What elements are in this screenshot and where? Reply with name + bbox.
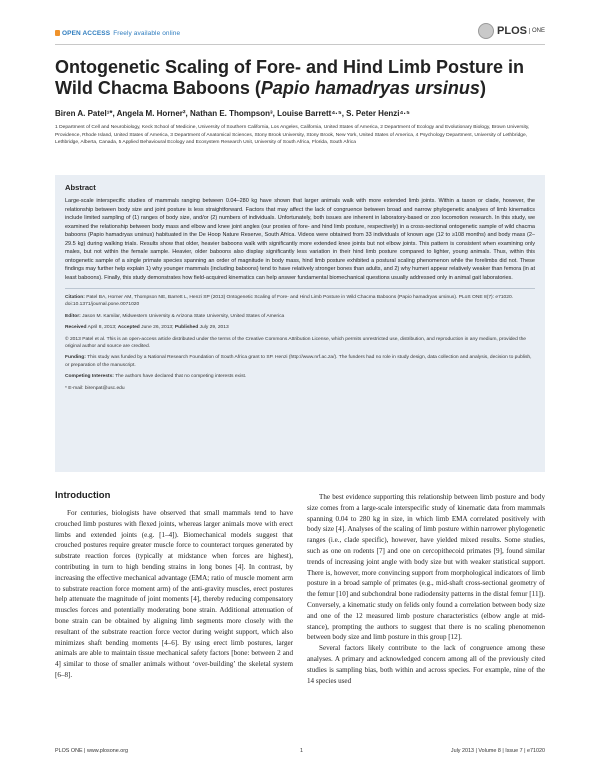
affiliations: 1 Department of Cell and Neurobiology, Keck School of Medicine, University of Southern California, Los Angeles, California, United States of America, 2 Department of Ecology and Evolutionary Biology, Brown University, Providence, Rhode Island, United States of America, 3 Department of Anatomical Sciences, Stony Brook University, Stony Brook, New York, United States of America, 4 Psychology Department, University of Lethbridge, Lethbridge, Alberta, Canada, 5 Applied Behavioural Ecology and Ecosystem Research Unit, University of South Africa, Florida, South Africa <box>55 125 530 146</box>
corresponding-email[interactable]: * E-mail: birenpat@usc.edu <box>65 385 125 391</box>
citation: Citation: Patel BA, Horner AM, Thompson NE, Barrett L, Henzi SP (2013) Ontogenetic Scaling of Fore- and Hind Limb Posture in Wild Chacma Baboons (Papio hamadryas ursinus). PLoS ONE 8(7): e71020. doi:10.1371/journal.pone.0071020 <box>65 295 514 308</box>
dates: Received April 8, 2013; Accepted June 26, 2013; Published July 29, 2013 <box>65 325 229 331</box>
plos-one-logo <box>478 22 545 40</box>
intro-paragraph-3: Several factors likely contribute to the lack of congruence among these analyses. A primary and acknowledged concern among all of the previously cited studies is sampling bias, both within and across species. For example, nine of the 14 species used <box>307 644 545 685</box>
open-access-label: OPEN ACCESS <box>62 30 111 37</box>
body-column-left <box>55 508 293 681</box>
abstract-text: Large-scale interspecific studies of mammals ranging between 0.04–280 kg have shown that larger animals walk with more extended limb joints. Within a taxon or clade, however, the relationship between body size and joint posture is less straightforward. Factors that may affect the lack of congruence between broad and narrow phylogenetic analyses of limb kinematics include limited sampling of (1) ranges of body size, and/or (2) numbers of individuals. Unfortunately, both issues are inherent in laboratory-based or zoo locomotion research. In this study, we examined the relationship between body mass and elbow and knee joint angles (our proxies of fore- and hind limb posture, respectively) in a cross-sectional ontogenetic sample of wild chacma baboons (Papio hamadryas ursinus) habituated in the De Hoop Nature Reserve, South Africa. Videos were obtained from 33 individuals of known age (12 to ≥108 months) and body mass (2–29.5 kg) during walking trials. Results show that older, heavier baboons walk with significantly more extended knee joints but not elbow joints. This pattern is consistent when examining only males, but not within the female sample. Heavier, older baboons also display significantly less variation in their hind limb posture compared to lighter, young animals. Thus, within this ontogenetic sample of a single primate species spanning an order of magnitude in body mass, hind limb posture exhibited a postural scaling phenomenon while the forelimbs did not. These findings may further help explain 1) why younger mammals (including baboons) tend to have relatively stronger bones than adults, and 2) why humeri appear relatively weaker than femora (in at least baboons). Finally, this study demonstrates how field-acquired kinematics can help answer fundamental biomechanical questions usually addressed only in animal gait laboratories. <box>65 198 535 281</box>
title-species: Papio hamadryas ursinus <box>260 78 480 98</box>
footer-issue: July 2013 | Volume 8 | Issue 7 | e71020 <box>450 748 545 754</box>
copyright: © 2013 Patel et al. This is an open-access article distributed under the terms of the Creative Commons Attribution License, which permits unrestricted use, distribution, and reproduction in any medium, provided the original author and source are credited. <box>65 336 527 350</box>
plos-logo-icon <box>478 23 494 39</box>
journal-header <box>55 22 545 46</box>
abstract-box <box>55 175 545 472</box>
freely-available-label: Freely available online <box>113 30 181 37</box>
journal-subname: ONE <box>529 28 545 34</box>
intro-paragraph-1: For centuries, biologists have observed that small mammals tend to have crouched limb postures with flexed joints, whereas larger animals move with erect limbs and extended joints (e.g. [1–4]). Biomechanical models suggest that crouched postures require greater muscle force to counteract torques generated by substrate reaction forces (typically at midstance when forces are highest), contributing in turn to high bending strains in long bones [4]. In contrast, by increasing the effective mechanical advantage (EMA; ratio of muscle moment arm to substrate reaction force moment arm) of the anti-gravity muscles, erect postures help attenuate the magnitude of joint moments [4], thereby reducing compensatory muscles forces and potentially moderating bone strain. Additional attenuation of bone strain can be obtained by aligning limb segments more closely with the resultant of the substrate reaction force vector during weight support, which also minimizes shaft bending moments [4–6]. By using erect limb postures, larger animals are able to maintain tissue mechanical safety factors [bone: between 2 and 4] similar to those of smaller animals without ‘over-building’ the skeletal system [6–8]. <box>55 509 293 679</box>
editor: Editor: Jason M. Kamilar, Midwestern University & Arizona State University, United States of America <box>65 313 285 319</box>
open-access-lock-icon <box>55 30 60 36</box>
abstract-divider <box>65 288 535 289</box>
open-access-banner <box>55 30 180 37</box>
article-title: Ontogenetic Scaling of Fore- and Hind Limb Posture in Wild Chacma Baboons (Papio hamadryas ursinus) <box>55 57 525 98</box>
funding: Funding: This study was funded by a National Research Foundation of South Africa grant to SP. Henzi (http://www.nrf.ac.za/). The funders had no role in study design, data collection and analysis, decision to publish, or preparation of the manuscript. <box>65 355 532 368</box>
introduction-heading: Introduction <box>55 490 111 501</box>
abstract-heading: Abstract <box>65 183 96 192</box>
footer-journal-url[interactable]: PLOS ONE | www.plosone.org <box>55 748 129 754</box>
body-column-right <box>307 492 545 686</box>
header-divider <box>55 44 545 45</box>
intro-paragraph-2: The best evidence supporting this relationship between limb posture and body size comes from a large-scale interspecific study of kinematic data from mammals spanning 0.04 to 280 kg in size, in which limb EMA correlated positively with body size [4]. Analyses of the scaling of limb posture within narrower phylogenetic ranges (i.e., clade specific), however, have yielded mixed results. Some studies, such as one on rodents [7] and one on cercopithecoid primates [9], found similar trends of increasing joint angle with body size but with weaker statistical support. There is, however, more convincing support from morphological indicators of limb posture in a broad sample of primates (e.g., mid-shaft cross-sectional geometry of the femur [10] and subchondral bone radiodensity patterns in the distal femur [11]). Conversely, a kinematic study on felids only found a correlation between body size and one of the 12 measured limb posture characteristics (elbow angle at mid-stance), prompting the authors to suggest that there is no scaling phenomenon between body size and limb posture in this group [12]. <box>307 493 545 642</box>
author-list: Biren A. Patel¹*, Angela M. Horner², Nathan E. Thompson³, Louise Barrett⁴·⁵, S. Peter Henzi⁴·⁵ <box>55 109 410 118</box>
journal-name: PLOS <box>497 24 527 37</box>
competing-interests: Competing Interests: The authors have declared that no competing interests exist. <box>65 374 247 380</box>
page-number: 1 <box>300 748 303 754</box>
